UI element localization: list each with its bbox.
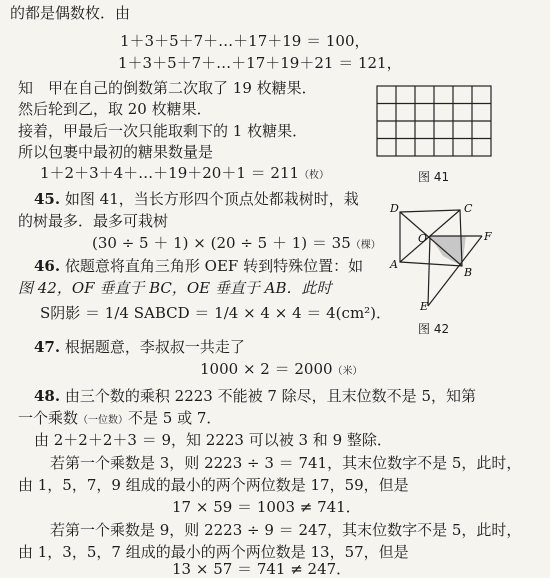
question-text: 由三个数的乘积 2223 不能被 7 除尽，且末位数不是 5，知第 [64,387,476,405]
text-line: 由 1，3，5，7 组成的最小的两个两位数是 13，57，但是 [18,543,409,561]
question-number: 48. [34,387,61,405]
label-o: O [418,232,428,245]
equation-text: (30 ÷ 5 ＋ 1) × (20 ÷ 5 ＋ 1) ＝ 35 [92,234,351,252]
equation-line: 1＋3＋5＋7＋…＋17＋19 ＝ 100， [120,32,370,50]
label-c: C [464,202,473,215]
label-e: E [420,300,429,313]
question-text: 如图 41，当长方形四个顶点处都栽树时，栽 [64,190,359,208]
equation-text: 1000 × 2 ＝ 2000 [200,360,333,378]
unit-text: （枚） [299,170,330,181]
equation-line: S阴影 ＝ 1/4 SABCD ＝ 1/4 × 4 × 4 ＝ 4(cm²)． [40,304,392,322]
text-line: 图 42，OF 垂直于 BC，OE 垂直于 AB．此时 [18,279,332,297]
note-text: （一位数） [78,415,129,426]
equation-line: 13 × 57 ＝ 741 ≠ 247． [172,560,352,578]
text-part: 不是 5 或 7． [128,409,222,427]
question-47 [34,338,245,356]
equation-text: 1＋2＋3＋4＋…＋19＋20＋1 ＝ 211 [40,164,300,182]
text-line [18,409,221,430]
text-line: 知 甲在自己的倒数第二次取了 19 枚糖果． [18,79,317,97]
equation-line [92,234,381,255]
question-46 [34,257,363,275]
text-line: 由 2＋2＋2＋3 ＝ 9，知 2223 可以被 3 和 9 整除． [34,431,392,449]
figure-41-caption: 图 41 [418,170,450,184]
text-line: 所以包裹中最初的糖果数量是 [18,143,214,161]
text-line: 接着，甲最后一次只能取剩下的 1 枚糖果． [18,122,308,140]
text-line: 由 1，5，7，9 组成的最小的两个两位数是 17，59，但是 [18,476,409,494]
equation-line: 1＋3＋5＋7＋…＋17＋19＋21 ＝ 121， [118,54,402,72]
unit-text: （米） [332,366,363,377]
figure-41-grid [375,84,495,160]
equation-line [40,164,329,185]
question-number: 46. [34,257,61,275]
label-f: F [484,230,492,243]
question-number: 45. [34,190,61,208]
text-line: 若第一个乘数是 3，则 2223 ÷ 3 ＝ 741，其末位数字不是 5，此时， [50,454,522,472]
question-text: 根据题意，李叔叔一共走了 [64,338,245,356]
label-d: D [390,202,399,215]
text-line: 的都是偶数枚．由 [10,4,131,22]
text-line: 若第一个乘数是 9，则 2223 ÷ 9 ＝ 247，其末位数字不是 5，此时， [50,521,522,539]
text-part: 一个乘数 [18,409,79,427]
figure-42-caption: 图 42 [418,322,450,336]
question-number: 47. [34,338,61,356]
label-b: B [464,266,473,279]
equation-line [200,360,363,381]
text-line: 的树最多．最多可栽树 [18,212,169,230]
equation-line: 17 × 59 ＝ 1003 ≠ 741． [172,498,361,516]
text-line: 然后轮到乙，取 20 枚糖果． [18,100,212,118]
question-45 [34,190,359,208]
label-a: A [390,258,398,271]
question-text: 依题意将直角三角形 OEF 转到特殊位置：如 [64,257,364,275]
figure-42-diagram [388,202,498,314]
unit-text: （棵） [350,240,381,251]
question-48 [34,387,476,405]
